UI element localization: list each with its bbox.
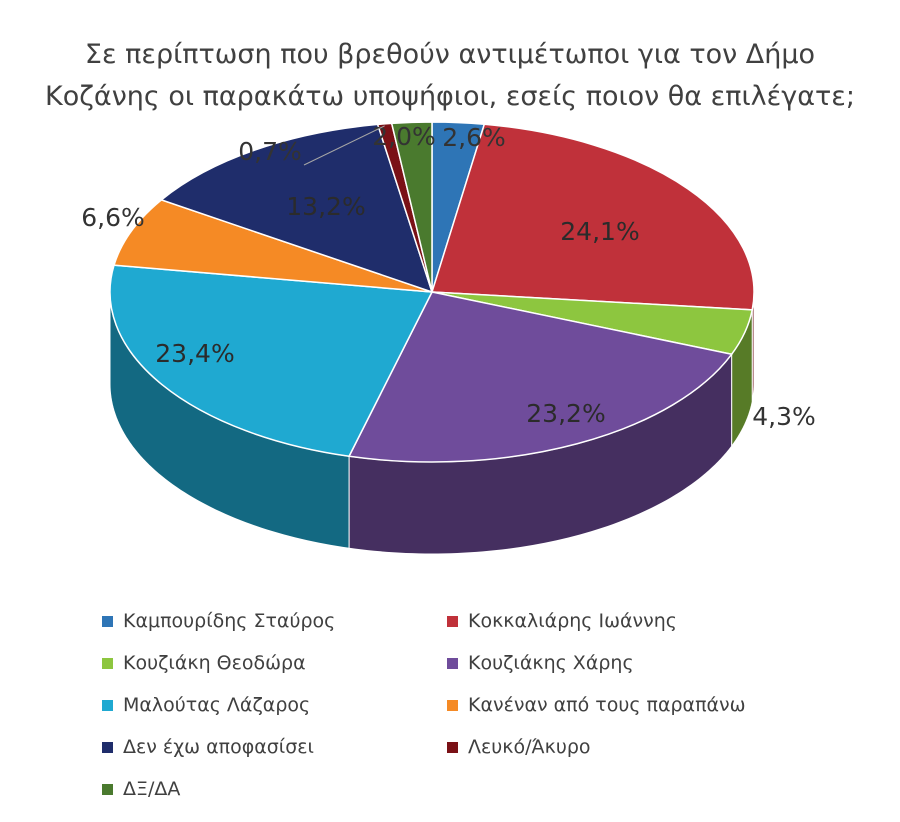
legend-label: ΔΞ/ΔΑ xyxy=(123,778,181,800)
data-label-8: 0,7% xyxy=(238,137,302,166)
legend-swatch xyxy=(102,742,113,753)
legend-swatch xyxy=(102,700,113,711)
data-label-1: 2,6% xyxy=(442,123,506,152)
data-label-2: 24,1% xyxy=(560,217,640,246)
data-label-9: 2,0% xyxy=(372,122,436,151)
data-label-5: 23,4% xyxy=(155,339,235,368)
legend-item-3 xyxy=(102,648,306,678)
chart-title-line-2: Κοζάνης οι παρακάτω υποψήφιοι, εσείς ποιον θα επιλέγατε; xyxy=(45,81,855,112)
data-label-7: 13,2% xyxy=(286,192,366,221)
legend-item-9 xyxy=(102,774,180,804)
legend-swatch xyxy=(102,658,113,669)
legend-label: Μαλούτας Λάζαρος xyxy=(123,694,311,716)
legend-item-8 xyxy=(447,732,591,762)
legend-swatch xyxy=(102,784,113,795)
legend-item-7 xyxy=(102,732,314,762)
legend-label: Δεν έχω αποφασίσει xyxy=(123,736,314,758)
legend-label: Κοκκαλιάρης Ιωάννης xyxy=(468,610,677,632)
legend-label: Κουζιάκη Θεοδώρα xyxy=(123,652,306,674)
legend-item-5 xyxy=(102,690,310,720)
legend-swatch xyxy=(447,616,458,627)
legend-item-2 xyxy=(447,606,677,636)
legend-swatch xyxy=(447,742,458,753)
legend-swatch xyxy=(447,658,458,669)
pie-top xyxy=(110,122,754,462)
chart-title-line-1: Σε περίπτωση που βρεθούν αντιμέτωποι για τον Δήμο xyxy=(84,39,816,70)
data-label-3: 4,3% xyxy=(752,402,816,431)
legend-item-6 xyxy=(447,690,746,720)
legend-label: Κανέναν από τους παραπάνω xyxy=(468,694,746,716)
legend-swatch xyxy=(102,616,113,627)
legend-item-4 xyxy=(447,648,634,678)
legend-label: Καμπουρίδης Σταύρος xyxy=(123,610,336,632)
legend-swatch xyxy=(447,700,458,711)
legend-label: Κουζιάκης Χάρης xyxy=(468,652,634,674)
data-label-6: 6,6% xyxy=(81,203,145,232)
data-label-4: 23,2% xyxy=(526,399,606,428)
legend-label: Λευκό/Άκυρο xyxy=(468,736,591,758)
legend-item-1 xyxy=(102,606,335,636)
